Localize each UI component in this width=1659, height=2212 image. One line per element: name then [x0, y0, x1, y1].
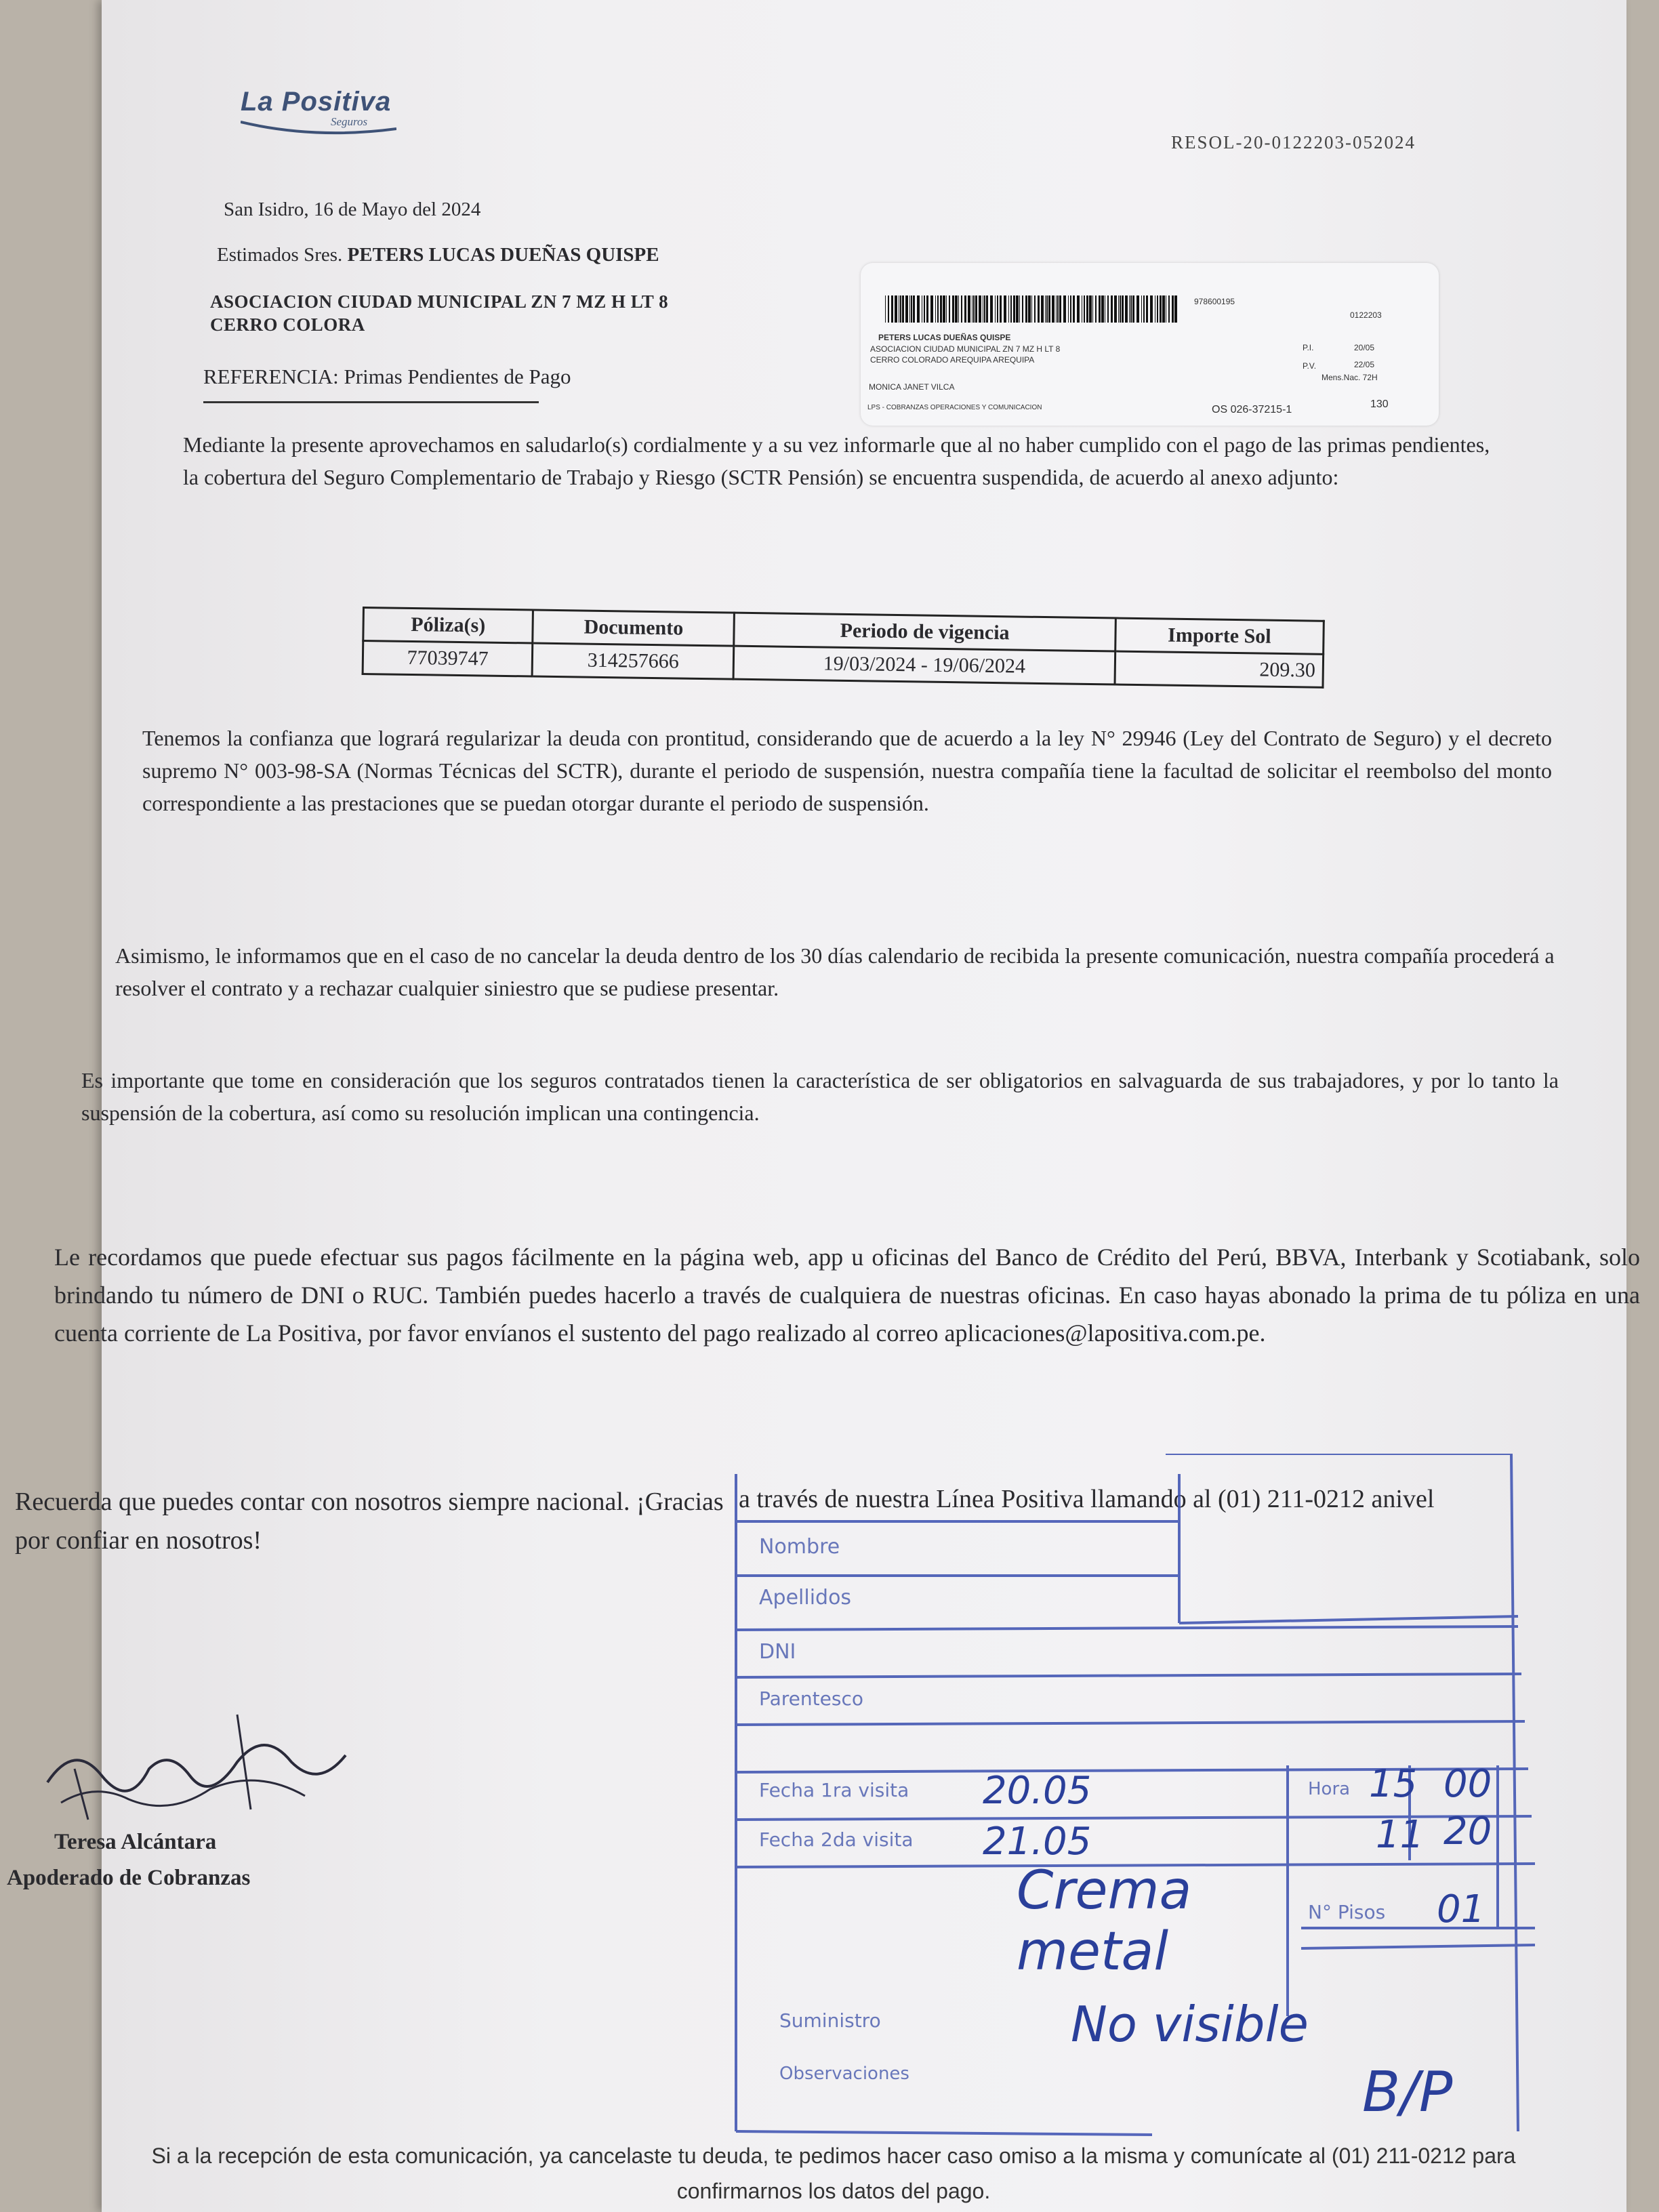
handwritten-second-visit: 21.05	[983, 1820, 1092, 1864]
recipient-name: PETERS LUCAS DUEÑAS QUISPE	[347, 244, 659, 266]
label-addr2: CERRO COLORADO AREQUIPA AREQUIPA	[870, 355, 1035, 365]
label-code: 978600195	[1194, 297, 1235, 306]
logo-subtitle: Seguros	[331, 115, 368, 128]
cell-importe: 209.30	[1115, 651, 1324, 687]
courier-stamp	[732, 1454, 1593, 2158]
label-pi-label: P.I.	[1303, 343, 1314, 352]
label-number: 130	[1370, 398, 1389, 410]
stamp-label-pisos: N° Pisos	[1308, 1901, 1386, 1923]
paragraph-contact: Recuerda que puedes contar con nosotros siempre nacional. ¡Gracias por confiar en nosotros!	[15, 1488, 724, 1555]
handwritten-minute-1: 00	[1443, 1762, 1492, 1806]
stamp-label-parentesco: Parentesco	[759, 1687, 863, 1710]
handwritten-initials: B/P	[1362, 2060, 1453, 2125]
address-line-1: ASOCIACION CIUDAD MUNICIPAL ZN 7 MZ H LT 8	[210, 291, 669, 312]
label-id: 0122203	[1350, 310, 1382, 320]
stamp-label-apellidos: Apellidos	[759, 1586, 852, 1610]
resolution-code: RESOL-20-0122203-052024	[1171, 132, 1416, 152]
handwritten-floors: 01	[1437, 1887, 1486, 1931]
handwritten-hour-1: 15	[1369, 1762, 1418, 1806]
handwritten-note-material: metal	[1017, 1921, 1169, 1982]
paragraph-cancellation: Asimismo, le informamos que en el caso de no cancelar la deuda dentro de los 30 días calendario de recibida la presente comunicación, nuestra compañía procederá a resolver el contrato y a rechazar cualquier siniestro que se pudiese presentar.	[115, 943, 1555, 1000]
reference-line: REFERENCIA: Primas Pendientes de Pago	[203, 365, 571, 388]
handwritten-first-visit: 20.05	[983, 1769, 1092, 1813]
paragraph-importance: Es importante que tome en consideración que los seguros contratados tienen la característica de ser obligatorios en salvaguarda de sus trabajadores, y por lo tanto la suspensión de la cobertura, así como su resolución implican una contingencia.	[81, 1068, 1559, 1125]
reference-underline	[203, 401, 539, 403]
handwritten-minute-2: 20	[1443, 1809, 1492, 1853]
label-pi: 20/05	[1354, 343, 1375, 352]
header-poliza: Póliza(s)	[363, 608, 533, 643]
header-documento: Documento	[533, 610, 735, 646]
label-extra: Mens.Nac. 72H	[1322, 373, 1378, 382]
paragraph-payment: Le recordamos que puede efectuar sus pagos fácilmente en la página web, app u oficinas del Banco de Crédito del Perú, BBVA, Interbank y Scotiabank, solo brindando tu número de DNI o RUC. También puedes hacerlo a través de cualquiera de nuestras oficinas. En caso hayas abonado la prima de tu póliza en una cuenta corriente de La Positiva, por favor envíanos el sustento del pago realizado al correo aplicaciones@lapositiva.com.pe.	[54, 1244, 1640, 1347]
mailing-label	[861, 263, 1439, 426]
policy-table	[362, 607, 1325, 689]
address-line-2: CERRO COLORA	[210, 314, 365, 335]
label-tracking: OS 026-37215-1	[1212, 404, 1292, 415]
company-logo: La Positiva	[241, 87, 392, 117]
label-pv-label: P.V.	[1303, 361, 1317, 371]
recipient-address	[210, 290, 668, 336]
label-dept: LPS - COBRANZAS OPERACIONES Y COMUNICACION	[867, 404, 1042, 411]
greeting	[217, 244, 659, 266]
signatory-name: Teresa Alcántara	[54, 1830, 217, 1854]
cell-documento: 314257666	[532, 643, 734, 679]
signature-scribble	[34, 1701, 352, 1837]
barcode-icon	[885, 295, 1178, 323]
label-pv: 22/05	[1354, 360, 1375, 369]
stamp-label-suministro: Suministro	[779, 2009, 881, 2032]
logo-swoosh-icon	[241, 117, 396, 137]
cell-periodo: 19/03/2024 - 19/06/2024	[733, 646, 1115, 684]
header-importe: Importe Sol	[1115, 618, 1324, 654]
signatory-title: Apoderado de Cobranzas	[7, 1866, 251, 1890]
greeting-prefix: Estimados Sres.	[217, 244, 343, 266]
stamp-label-dni: DNI	[759, 1640, 796, 1664]
label-name: PETERS LUCAS DUEÑAS QUISPE	[878, 333, 1011, 342]
stamp-label-first-visit: Fecha 1ra visita	[759, 1779, 909, 1801]
stamp-label-observaciones: Observaciones	[779, 2064, 909, 2084]
paragraph-regularize: Tenemos la confianza que logrará regularizar la deuda con prontitud, considerando que de acuerdo a la ley N° 29946 (Ley del Contrato de Seguro) y el decreto supremo N° 003-98-SA (Normas Técnicas del SCTR), durante el periodo de suspensión, nuestra compañía tiene la facultad de solicitar el reembolso del monto correspondiente a las prestaciones que se puedan otorgar durante el periodo de suspensión.	[142, 726, 1552, 815]
footer-note: Si a la recepción de esta comunicación, ya cancelaste tu deuda, te pedimos hacer caso omiso a la misma y comunícate al (01) 211-0212 para confirmarnos los datos del pago.	[151, 2144, 1516, 2203]
label-agent: MONICA JANET VILCA	[869, 382, 955, 392]
paragraph-intro: Mediante la presente aprovechamos en saludarlo(s) cordialmente y a su vez informarle que al no haber cumplido con el pago de las primas pendientes, la cobertura del Seguro Complementario de Trabajo y Riesgo (SCTR Pensión) se encuentra suspendida, de acuerdo al anexo adjunto:	[183, 432, 1490, 489]
stamp-label-nombre: Nombre	[759, 1535, 840, 1559]
handwritten-note-color: Crema	[1017, 1860, 1192, 1921]
cell-poliza: 77039747	[363, 641, 533, 676]
handwritten-note-visibility: No visible	[1071, 1996, 1309, 2053]
paragraph-contact-continuation: a través de nuestra Línea Positiva llamando al (01) 211-0212 anivel	[739, 1485, 1435, 1513]
stamp-grid	[732, 1454, 1593, 2158]
header-periodo: Periodo de vigencia	[734, 613, 1115, 651]
handwritten-hour-2: 11	[1376, 1813, 1425, 1857]
label-addr1: ASOCIACION CIUDAD MUNICIPAL ZN 7 MZ H LT 8	[870, 344, 1061, 354]
stamp-label-hora: Hora	[1308, 1779, 1351, 1799]
letter-date: San Isidro, 16 de Mayo del 2024	[224, 199, 481, 220]
stamp-label-second-visit: Fecha 2da visita	[759, 1828, 914, 1851]
